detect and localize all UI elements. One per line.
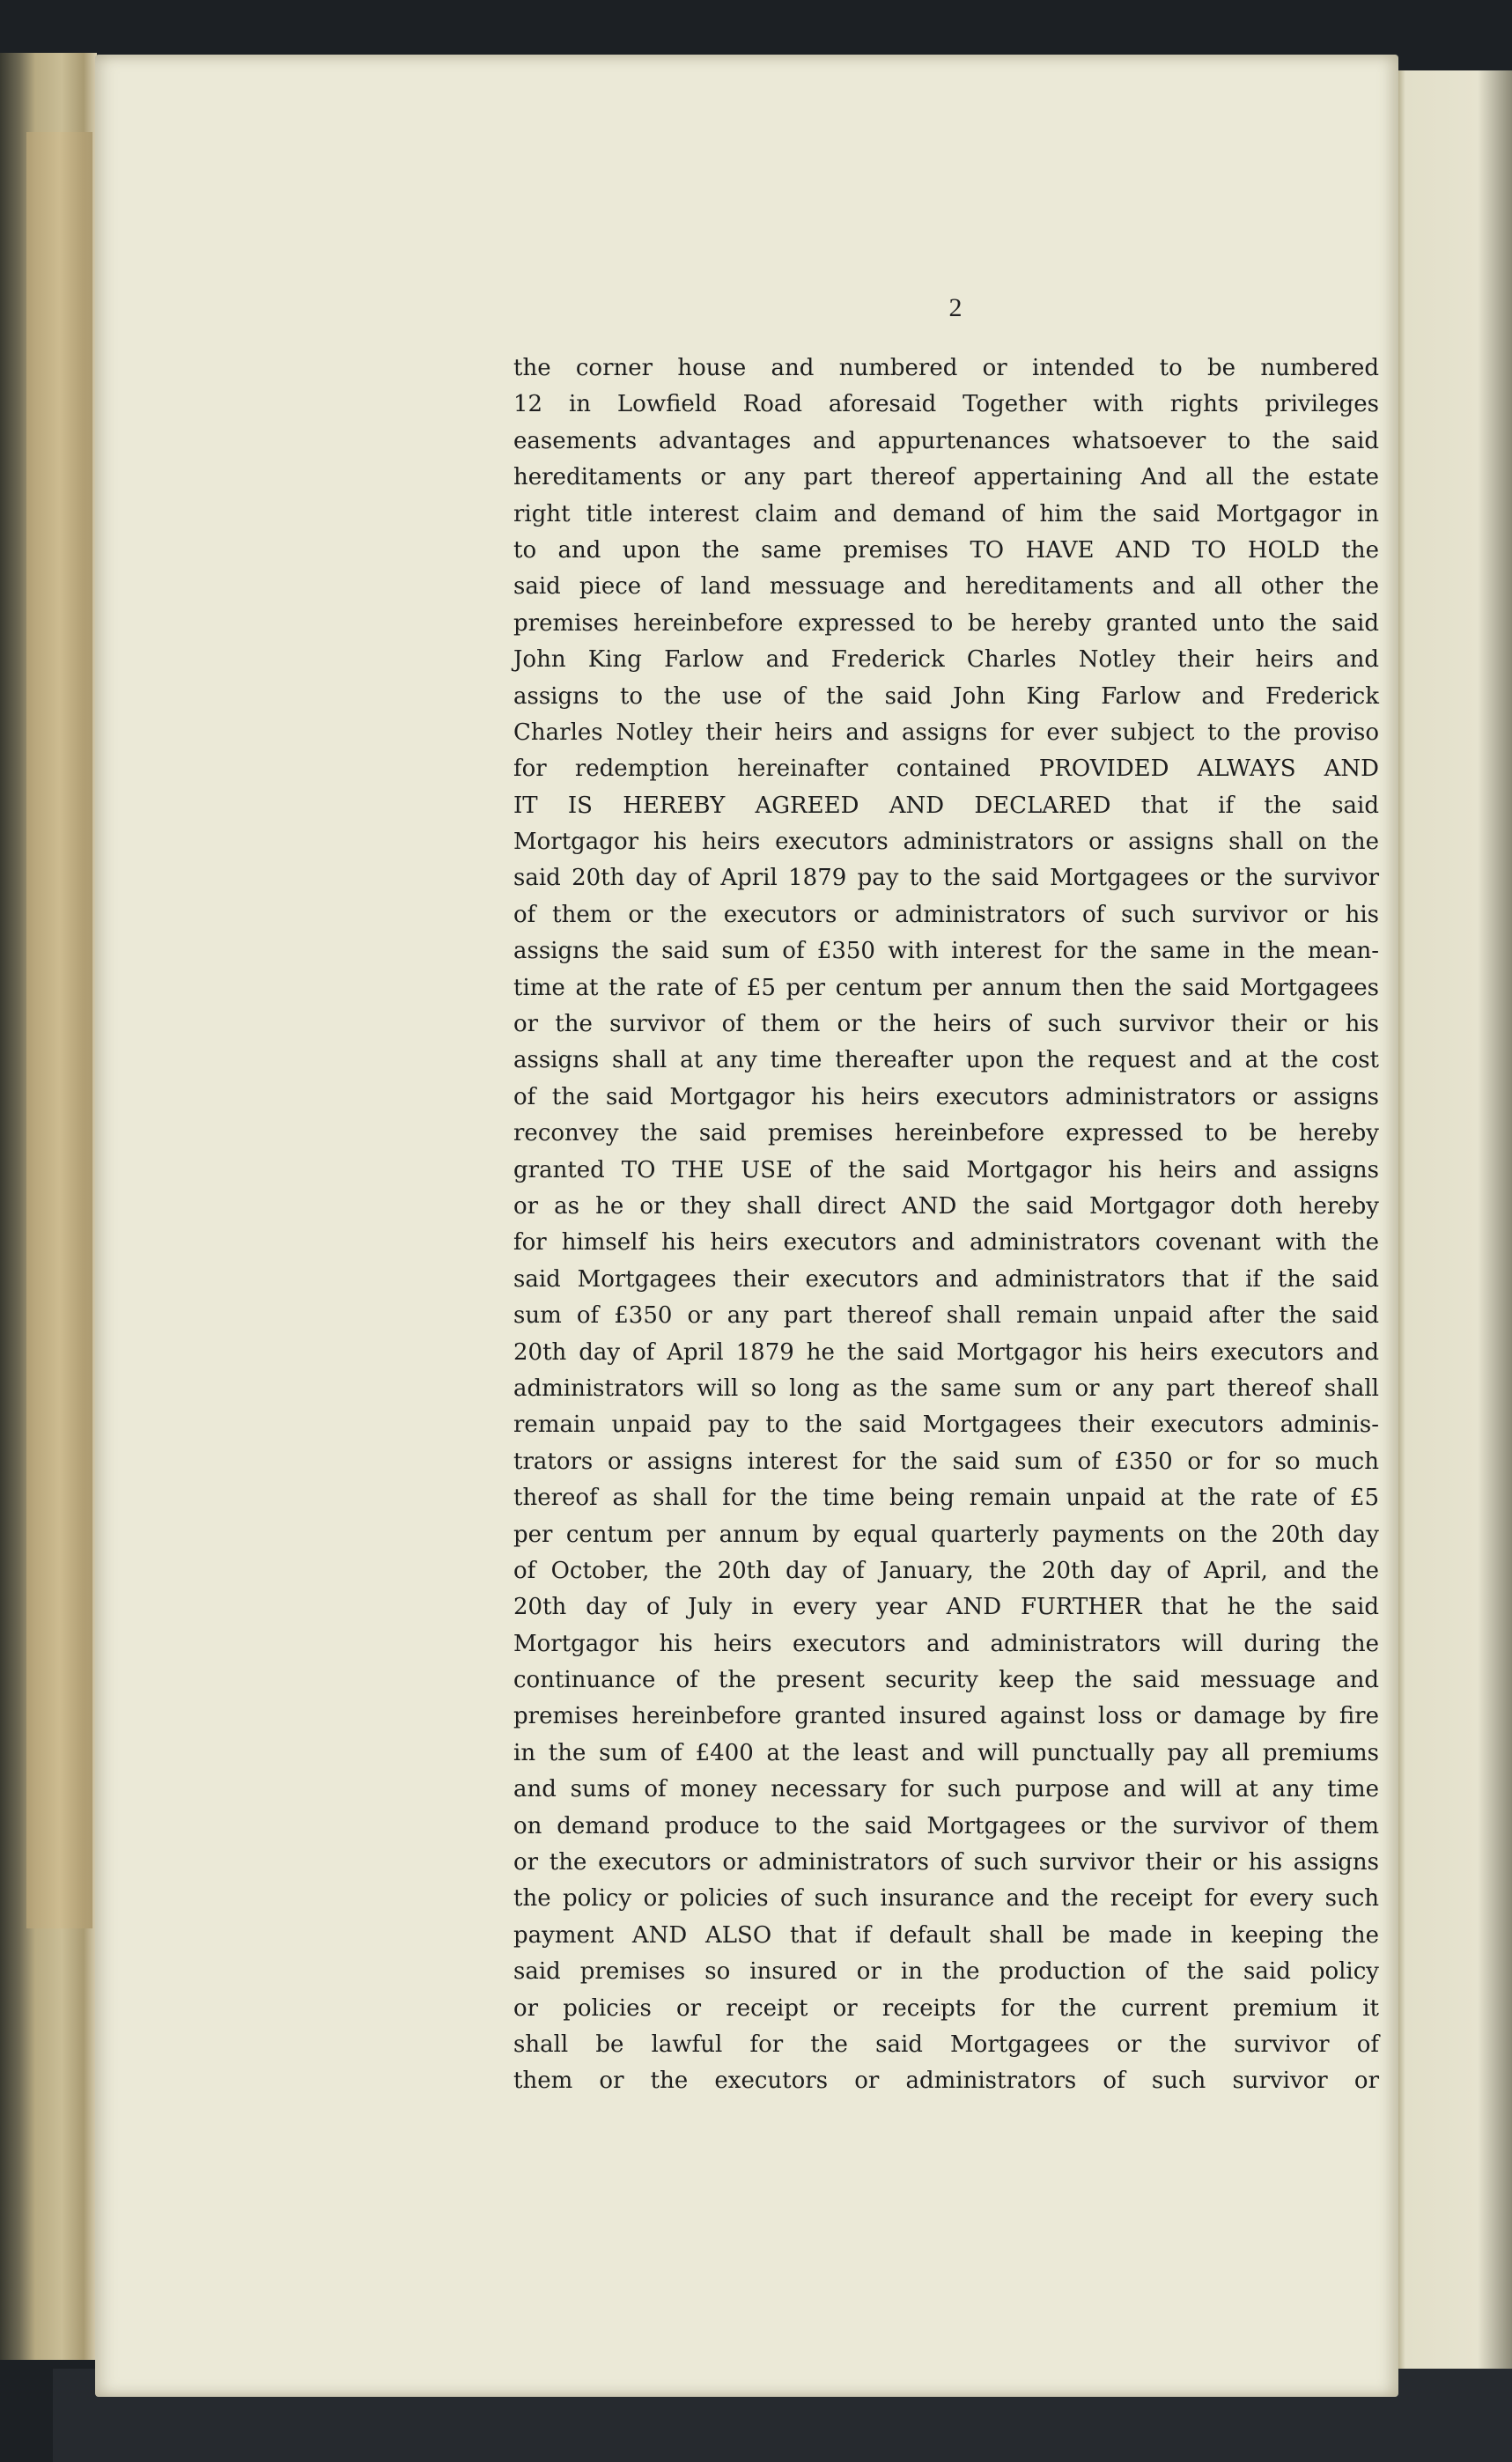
text-line: for redemption hereinafter contained PROVIDED ALWAYS AND: [513, 756, 1379, 783]
text-line: payment AND ALSO that if default shall be made in keeping the: [513, 1921, 1379, 1949]
text-line: of October, the 20th day of January, the 20th day of April, and the: [513, 1557, 1379, 1584]
text-line: granted TO THE USE of the said Mortgagor his heirs and assigns: [513, 1156, 1379, 1183]
text-line: shall be lawful for the said Mortgagees or the survivor of: [513, 2031, 1379, 2058]
text-line: and sums of money necessary for such purpose and will at any time: [513, 1776, 1379, 1803]
text-line: right title interest claim and demand of him the said Mortgagor in: [513, 500, 1379, 527]
text-line: thereof as shall for the time being remain unpaid at the rate of £5: [513, 1485, 1379, 1512]
text-line: said piece of land messuage and hereditaments and all other the: [513, 573, 1379, 601]
text-line: assigns to the use of the said John King Farlow and Frederick: [513, 682, 1379, 710]
text-line: hereditaments or any part thereof appertaining And all the estate: [513, 464, 1379, 491]
text-line: them or the executors or administrators of such survivor or: [513, 2068, 1379, 2095]
binding-tape: [26, 132, 92, 1928]
text-line: easements advantages and appurtenances whatsoever to the said: [513, 427, 1379, 454]
text-line: Mortgagor his heirs executors administrators or assigns shall on the: [513, 829, 1379, 856]
page-number: 2: [948, 293, 963, 322]
text-line: premises hereinbefore expressed to be hereby granted unto the said: [513, 609, 1379, 637]
text-line: premises hereinbefore granted insured against loss or damage by fire: [513, 1703, 1379, 1730]
text-line: to and upon the same premises TO HAVE AND TO HOLD the: [513, 536, 1379, 564]
text-line: 20th day of April 1879 he the said Mortgagor his heirs executors and: [513, 1338, 1379, 1366]
text-line: remain unpaid pay to the said Mortgagees their executors adminis-: [513, 1412, 1379, 1439]
text-line: said premises so insured or in the production of the said policy: [513, 1958, 1379, 1986]
text-line: IT IS HEREBY AGREED AND DECLARED that if the said: [513, 792, 1379, 819]
text-line: time at the rate of £5 per centum per annum then the said Mortgagees: [513, 974, 1379, 1001]
text-line: reconvey the said premises hereinbefore expressed to be hereby: [513, 1120, 1379, 1147]
text-line: or the executors or administrators of such survivor their or his assigns: [513, 1849, 1379, 1876]
text-line: of the said Mortgagor his heirs executors administrators or assigns: [513, 1083, 1379, 1110]
text-line: the policy or policies of such insurance and the receipt for every such: [513, 1885, 1379, 1913]
text-line: or the survivor of them or the heirs of such survivor their or his: [513, 1011, 1379, 1038]
text-line: on demand produce to the said Mortgagees or the survivor of them: [513, 1812, 1379, 1839]
next-page-edge: [1398, 70, 1512, 2377]
text-line: or policies or receipt or receipts for the current premium it: [513, 1994, 1379, 2022]
text-line: John King Farlow and Frederick Charles Notley their heirs and: [513, 646, 1379, 674]
text-line: said 20th day of April 1879 pay to the said Mortgagees or the survivor: [513, 865, 1379, 892]
deed-text-body: [513, 350, 1379, 2100]
text-line: Charles Notley their heirs and assigns for ever subject to the proviso: [513, 719, 1379, 746]
text-line: assigns shall at any time thereafter upon the request and at the cost: [513, 1047, 1379, 1074]
text-line: the corner house and numbered or intended to be numbered: [513, 355, 1379, 381]
text-line: said Mortgagees their executors and administrators that if the said: [513, 1265, 1379, 1293]
text-line: or as he or they shall direct AND the said Mortgagor doth hereby: [513, 1192, 1379, 1220]
text-line: trators or assigns interest for the said sum of £350 or for so much: [513, 1448, 1379, 1475]
text-line: for himself his heirs executors and administrators covenant with the: [513, 1229, 1379, 1257]
text-line: administrators will so long as the same sum or any part thereof shall: [513, 1375, 1379, 1402]
text-line: per centum per annum by equal quarterly payments on the 20th day: [513, 1521, 1379, 1548]
text-line: assigns the said sum of £350 with interest for the same in the mean-: [513, 938, 1379, 965]
text-line: 20th day of July in every year AND FURTHER that he the said: [513, 1594, 1379, 1621]
text-line: in the sum of £400 at the least and will punctually pay all premiums: [513, 1739, 1379, 1766]
text-line: sum of £350 or any part thereof shall remain unpaid after the said: [513, 1302, 1379, 1330]
text-line: continuance of the present security keep the said messuage and: [513, 1667, 1379, 1694]
text-line: of them or the executors or administrators of such survivor or his: [513, 901, 1379, 928]
text-line: Mortgagor his heirs executors and administrators will during the: [513, 1630, 1379, 1657]
text-line: 12 in Lowfield Road aforesaid Together with rights privileges: [513, 391, 1379, 418]
